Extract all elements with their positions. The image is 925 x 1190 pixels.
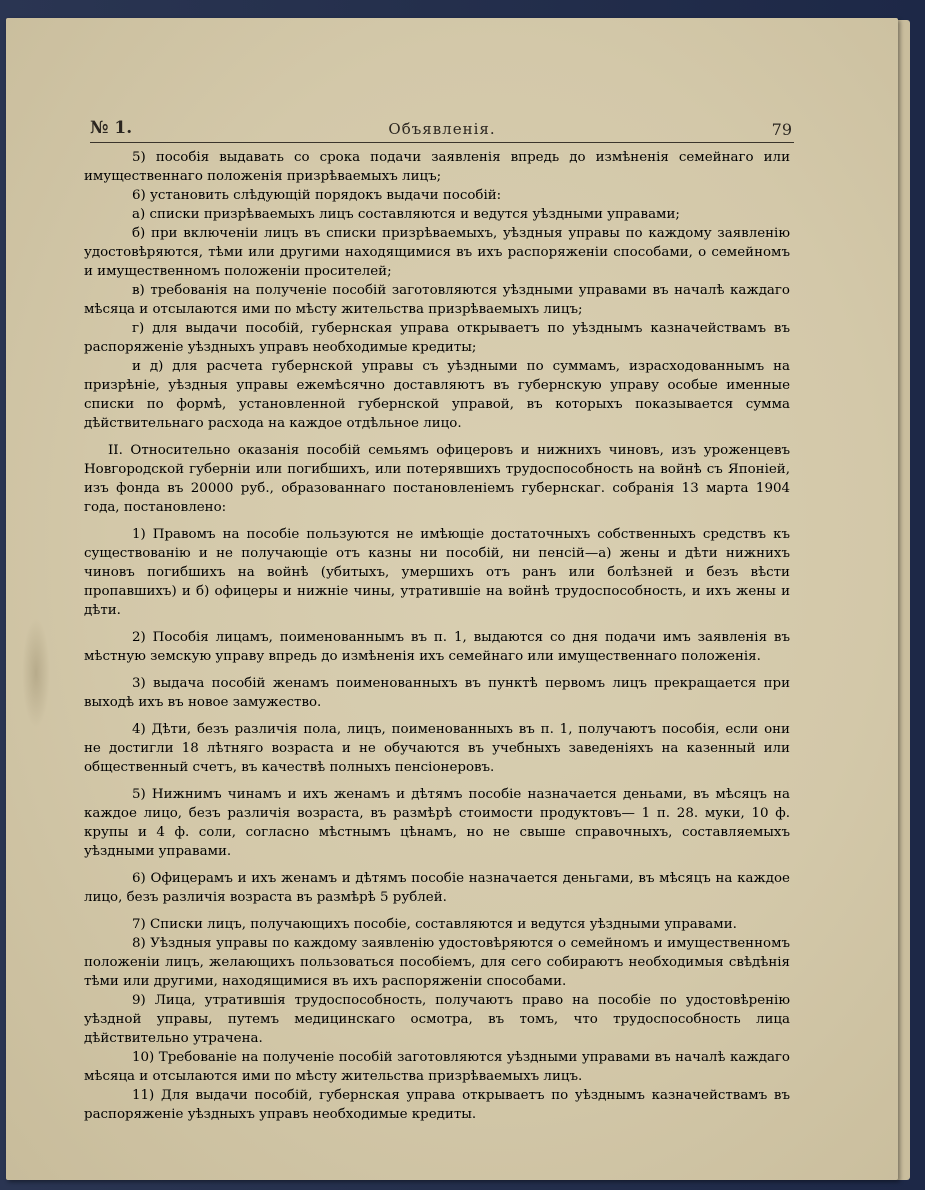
paragraph: б) при включеніи лицъ въ списки призрѣваемыхъ, уѣздныя управы по каждому заявленію удостовѣряются, тѣми или другими находящимися въ ихъ распоряженіи способами, о семейномъ и имущественномъ положеніи просителей; (84, 226, 790, 279)
page-fold-mark (22, 618, 50, 728)
paragraph: 11) Для выдачи пособій, губернская управа открываетъ по уѣзднымъ казначействамъ въ распоряженіе уѣздныхъ управъ необходимые кредиты. (84, 1088, 790, 1122)
paragraph: 5) пособія выдавать со срока подачи заявленія впредь до измѣненія семейнаго или имущественнаго положенія призрѣваемыхъ лицъ; (84, 150, 790, 184)
paragraph: 9) Лица, утратившія трудоспособность, получаютъ право на пособіе по удостовѣренію уѣздной управы, путемъ медицинскаго осмотра, въ томъ, что трудоспособность лица дѣйствительно утрачена. (84, 993, 790, 1046)
paragraph: 3) выдача пособій женамъ поименованныхъ въ пунктѣ первомъ лицъ прекращается при выходѣ ихъ въ новое замужество. (84, 676, 790, 710)
running-header (90, 118, 794, 143)
paragraph: 6) установить слѣдующій порядокъ выдачи пособій: (132, 188, 502, 203)
section-heading-paragraph: II. Относительно оказанія пособій семьямъ офицеровъ и нижнихъ чиновъ, изъ уроженцевъ Новгородской губерніи или погибшихъ, или потерявшихъ трудоспособность на войнѣ съ Японіей, изъ фонда въ 20000 руб., образованнаго постановленіемъ губернскаг. собранія 13 марта 1904 года, постановлено: (84, 443, 790, 515)
paragraph: 5) Нижнимъ чинамъ и ихъ женамъ и дѣтямъ пособіе назначается деньами, въ мѣсяцъ на каждое лицо, безъ различія возраста, въ размѣрѣ стоимости продуктовъ— 1 п. 28. муки, 10 ф. крупы и 4 ф. соли, согласно мѣстнымъ цѣнамъ, но не свыше справочныхъ, составляемыхъ уѣздными управами. (84, 787, 790, 859)
paragraph: 7) Списки лицъ, получающихъ пособіе, составляются и ведутся уѣздными управами. (132, 917, 737, 932)
paragraph: и д) для расчета губернской управы съ уѣздными по суммамъ, израсходованнымъ на призрѣніе, уѣздныя управы ежемѣсячно доставляютъ въ губернскую управу особые именные списки по формѣ, установленной губернской управой, въ которыхъ показывается сумма дѣйствительнаго расхода на каждое отдѣльное лицо. (84, 359, 790, 431)
paragraph: 8) Уѣздныя управы по каждому заявленію удостовѣряются о семейномъ и имущественномъ положеніи лицъ, желающихъ пользоваться пособіемъ, для сего собираютъ необходимыя свѣдѣнія тѣми или другими, находящимися въ ихъ распоряженіи способами. (84, 936, 790, 989)
paragraph: г) для выдачи пособій, губернская управа открываетъ по уѣзднымъ казначействамъ въ распоряженіе уѣздныхъ управъ необходимые кредиты; (84, 321, 790, 355)
paragraph: а) списки призрѣваемыхъ лицъ составляются и ведутся уѣздными управами; (132, 207, 680, 222)
section-title: Объявленія. (388, 120, 496, 138)
paragraph: 6) Офицерамъ и ихъ женамъ и дѣтямъ пособіе назначается деньгами, въ мѣсяцъ на каждое лицо, безъ различія возраста въ размѣрѣ 5 рублей. (84, 871, 790, 905)
document-body (84, 148, 790, 1124)
paragraph: 1) Правомъ на пособіе пользуются не имѣющіе достаточныхъ собственныхъ средствъ къ существованію и не получающіе отъ казны ни пособій, ни пенсій—а) жены и дѣти нижнихъ чиновъ погибшихъ на войнѣ (убитыхъ, умершихъ отъ ранъ или болѣзней и безъ вѣсти пропавшихъ) и б) офицеры и нижніе чины, утратившіе на войнѣ трудоспособность, и ихъ жены и дѣти. (84, 527, 790, 618)
page-number: 79 (771, 120, 792, 139)
issue-number: № 1. (90, 118, 133, 138)
paragraph: 2) Пособія лицамъ, поименованнымъ въ п. 1, выдаются со дня подачи имъ заявленія въ мѣстную земскую управу впредь до измѣненія ихъ семейнаго или имущественнаго положенія. (84, 630, 790, 664)
paragraph: 10) Требованіе на полученіе пособій заготовляются уѣздными управами въ началѣ каждаго мѣсяца и отсылаются ими по мѣсту жительства призрѣваемыхъ лицъ. (84, 1050, 790, 1084)
paragraph: 4) Дѣти, безъ различія пола, лицъ, поименованныхъ въ п. 1, получаютъ пособія, если они не достигли 18 лѣтняго возраста и не обучаются въ учебныхъ заведеніяхъ на казенный или общественный счетъ, въ качествѣ полныхъ пенсіонеровъ. (84, 722, 790, 775)
paragraph: в) требованія на полученіе пособій заготовляются уѣздными управами въ началѣ каждаго мѣсяца и отсылаются ими по мѣсту жительства призрѣваемыхъ лицъ; (84, 283, 790, 317)
